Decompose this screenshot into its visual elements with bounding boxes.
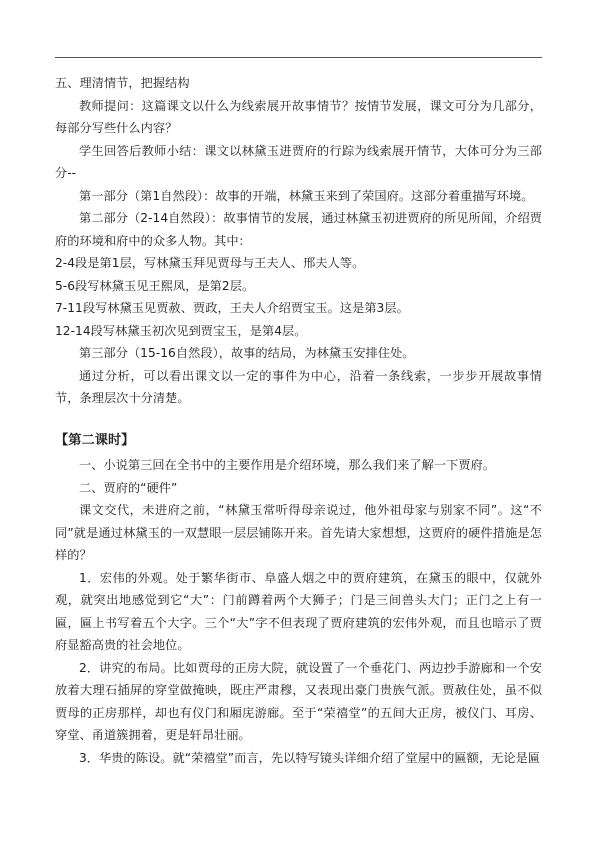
header-rule bbox=[55, 57, 542, 58]
paragraph: 3．华贵的陈设。就“荣禧堂”而言，先以特写镜头详细介绍了堂屋中的匾额，无论是匾 bbox=[79, 750, 541, 765]
paragraph: 1．宏伟的外观。处于繁华街市、阜盛人烟之中的贾府建筑，在黛玉的眼中，仅就外观，就突出地感觉到它“大”：门前蹲着两个大狮子；门是三间兽头大门；正门之上有一匾，匾上书写着五个大字。三个“大”字不但表现了贾府建筑的宏伟外观，而且也暗示了贾府显豁高贵的社会地位。 bbox=[55, 570, 542, 652]
paragraph: 第二部分（2-14自然段）：故事情节的发展，通过林黛玉初进贾府的所见所闻，介绍贾府的环境和府中的众多人物。其中： bbox=[55, 211, 542, 248]
document-body bbox=[55, 72, 542, 769]
paragraph: 第三部分（15-16自然段），故事的结局，为林黛玉安排住处。 bbox=[79, 346, 415, 360]
paragraph: 第一部分（第1自然段）：故事的开端，林黛玉来到了荣国府。这部分着重描写环境。 bbox=[79, 188, 534, 203]
paragraph: 通过分析，可以看出课文以一定的事件为中心，沿着一条线索，一步步开展故事情节，条理层次十分清楚。 bbox=[55, 368, 542, 405]
paragraph: 12-14段写林黛玉初次见到贾宝玉，是第4层。 bbox=[55, 323, 307, 338]
paragraph: 教师提问：这篇课文以什么为线索展开故事情节？按情节发展，课文可分为几部分，每部分写些什么内容？ bbox=[55, 98, 542, 135]
section-heading-five: 五、理清情节，把握结构 bbox=[55, 76, 190, 90]
paragraph: 一、小说第三回在全书中的主要作用是介绍环境，那么我们来了解一下贾府。 bbox=[79, 458, 496, 472]
paragraph: 2．讲究的布局。比如贾母的正房大院，就设置了一个垂花门、两边抄手游廊和一个安放着大理石插屏的穿堂做掩映，既庄严肃穆，又表现出豪门贵族气派。贾赦住处，虽不似贾母的正房那样，却也有仪门和厢庑游廊。至于“荣禧堂”的五间大正房，被仪门、耳房、穿堂、甬道簇拥着，更是轩昂壮丽。 bbox=[55, 660, 542, 742]
paragraph: 5-6段写林黛玉见王熙凤，是第2层。 bbox=[55, 278, 255, 293]
paragraph: 学生回答后教师小结：课文以林黛玉进贾府的行踪为线索展开情节，大体可分为三部分-- bbox=[55, 143, 542, 180]
paragraph: 二、贾府的“硬件” bbox=[79, 480, 178, 495]
paragraph: 2-4段是第1层，写林黛玉拜见贾母与王夫人、邢夫人等。 bbox=[55, 256, 365, 270]
paragraph: 7-11段写林黛玉见贾赦、贾政，王夫人介绍贾宝玉。这是第3层。 bbox=[55, 301, 409, 315]
lesson-heading: 【第二课时】 bbox=[55, 432, 135, 448]
paragraph: 课文交代，未进府之前，“林黛玉常听得母亲说过，他外祖母家与别家不同”。这“不同”就是通过林黛玉的一双慧眼一层层铺陈开来。首先请大家想想，这贾府的硬件措施是怎样的？ bbox=[55, 503, 542, 562]
